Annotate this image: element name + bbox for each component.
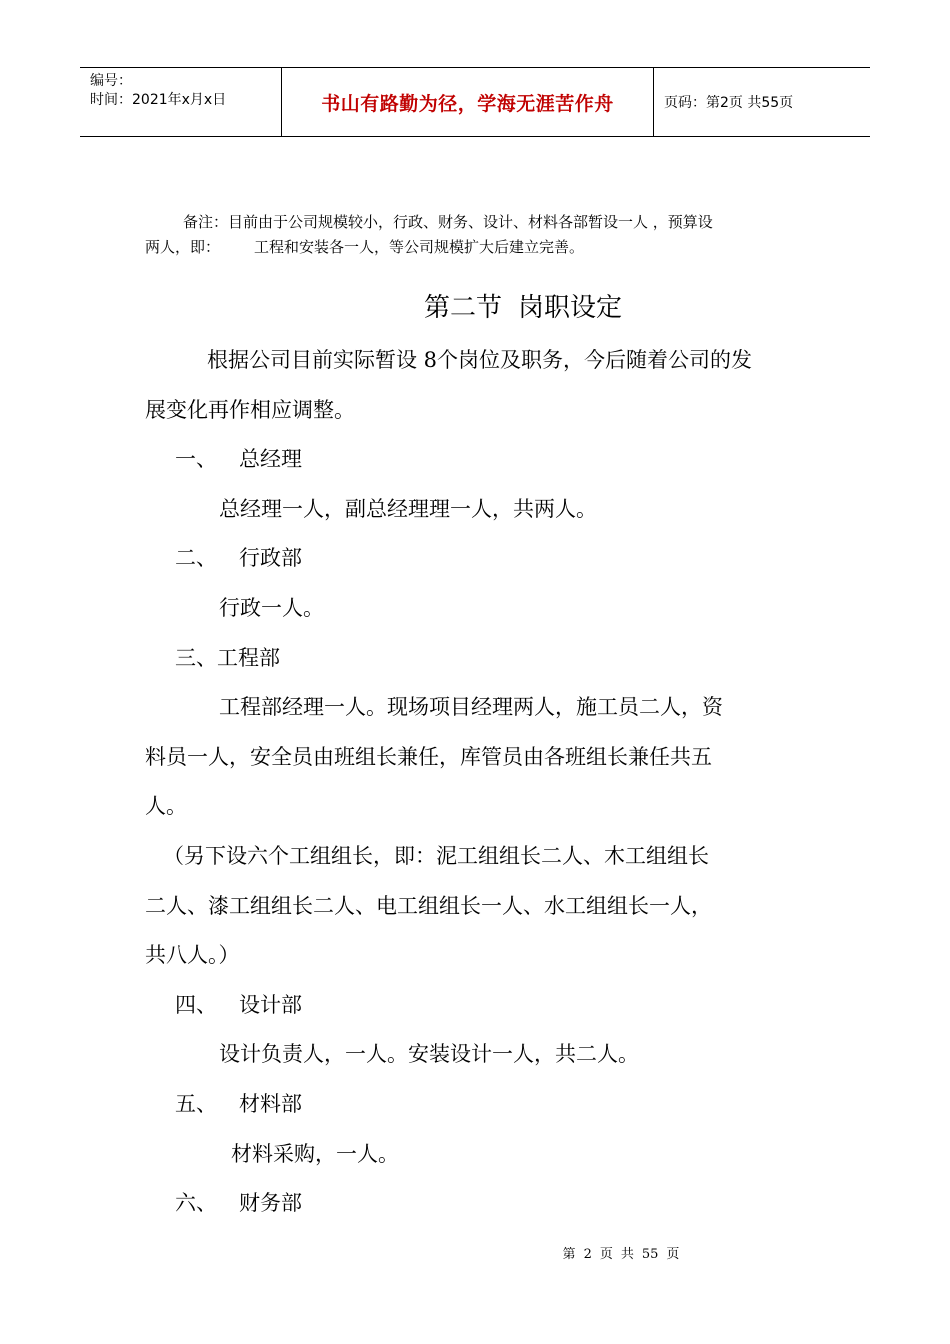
item-heading: 五、 材料部 xyxy=(175,1091,302,1116)
document-number-label: 编号： xyxy=(90,73,132,89)
item-heading: 一、 总经理 xyxy=(175,447,302,472)
item-text: 工程部经理一人。现场项目经理两人，施工员二人，资 xyxy=(219,695,723,720)
remark-line-1b: ，预算设 xyxy=(652,213,713,231)
footer-total-pages: 55 xyxy=(641,1247,659,1262)
page-footer: 第 2 页 共 55 页 xyxy=(562,1247,680,1262)
item-heading: 四、 设计部 xyxy=(175,992,302,1017)
item-paren-text: （另下设六个工组组长，即：泥工组组长二人、木工组组长 xyxy=(163,843,709,868)
footer-page-number: 2 xyxy=(583,1247,592,1262)
section-number: 第二节 xyxy=(423,293,502,323)
section-title xyxy=(0,288,950,328)
header-meta-cell xyxy=(80,68,282,136)
item-heading: 二、 行政部 xyxy=(175,546,302,571)
header-page-info: 页码：第2页 共55页 xyxy=(664,95,794,111)
header-table xyxy=(80,67,870,137)
intro-line-2: 展变化再作相应调整。 xyxy=(145,397,355,422)
intro-line-1: 根据公司目前实际暂设 8个岗位及职务，今后随着公司的发 xyxy=(207,348,753,372)
item-text: 行政一人。 xyxy=(219,595,324,620)
item-text: 设计负责人，一人。安装设计一人，共二人。 xyxy=(219,1042,639,1067)
item-heading: 六、 财务部 xyxy=(175,1191,302,1216)
item-text: 人。 xyxy=(145,794,187,819)
document-time-label: 时间：2021年x月x日 xyxy=(90,92,227,108)
header-motto: 书山有路勤为径，学海无涯苦作舟 xyxy=(282,68,654,136)
document-body xyxy=(145,336,805,1229)
item-paren-text: 共八人。） xyxy=(145,943,240,968)
item-text: 料员一人，安全员由班组长兼任，库管员由各班组长兼任共五 xyxy=(145,744,712,769)
section-name: 岗职设定 xyxy=(518,293,623,323)
item-text: 总经理一人，副总经理理一人，共两人。 xyxy=(219,496,597,521)
remark-note xyxy=(145,210,815,260)
item-heading: 三、工程部 xyxy=(175,645,280,670)
remark-line-2a: 两人，即： xyxy=(145,238,221,256)
remark-line-1a: 备注：目前由于公司规模较小，行政、财务、设计、材料各部暂设一人 xyxy=(183,213,649,231)
item-paren-text: 二人、漆工组组长二人、电工组组长一人、水工组组长一人， xyxy=(145,893,712,918)
remark-line-2b: 工程和安装各一人，等公司规模扩大后建立完善。 xyxy=(254,238,585,256)
item-text: 材料采购，一人。 xyxy=(231,1141,399,1166)
